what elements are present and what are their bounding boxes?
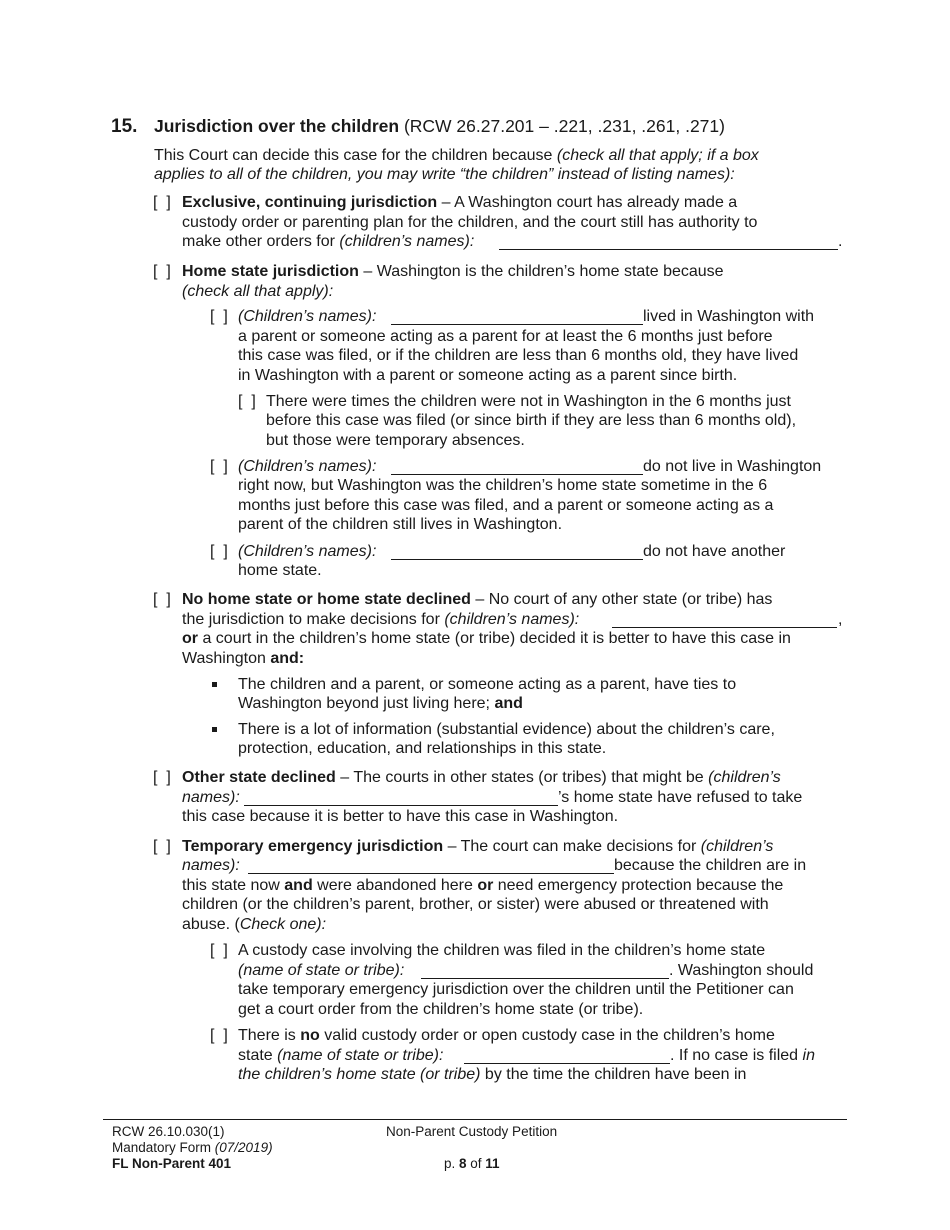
home-state-c-line-1: do not have another — [643, 543, 786, 560]
home-state-b-names-field[interactable] — [391, 474, 643, 475]
bullet-1-line-2 — [238, 694, 523, 714]
temporary-names-label-1: (children’s — [700, 838, 774, 855]
home-state-a-checkbox[interactable]: [ ] — [210, 308, 228, 325]
temporary-option-1-line-4: get a court order from the children’s home state (or tribe). — [238, 1001, 644, 1018]
temporary-names-field[interactable] — [248, 873, 614, 874]
bullet-1-marker — [212, 682, 217, 687]
temporary-option-2-line-1 — [238, 1026, 775, 1046]
no-home-state-checkbox[interactable]: [ ] — [153, 591, 171, 608]
home-state-c-checkbox[interactable]: [ ] — [210, 543, 228, 560]
other-state-title: Other state declined — [182, 769, 336, 786]
temporary-line-3 — [182, 876, 783, 896]
temporary-absence-line-3: but those were temporary absences. — [266, 432, 525, 449]
intro-italic: (check all that apply; if a box — [556, 147, 759, 164]
other-state-names-field[interactable] — [244, 805, 558, 806]
temporary-title: Temporary emergency jurisdiction — [182, 838, 444, 855]
temporary-absence-line-1: There were times the children were not in Washington in the 6 months just — [266, 393, 791, 410]
intro-line-1 — [154, 146, 759, 166]
temporary-absence-line-2: before this case was filed (or since birth if they are less than 6 months old), — [266, 412, 797, 429]
home-state-b-line-4: parent of the children still lives in Washington. — [238, 516, 563, 533]
temporary-option-2-no: no — [300, 1027, 320, 1044]
temporary-line-2: because the children are in — [614, 857, 807, 874]
home-state-a-line-3: this case was filed, or if the children are less than 6 months old, they have lived — [238, 347, 799, 364]
home-state-text: – Washington is the children’s home state because — [358, 263, 724, 280]
temporary-option-2-text-1a: There is — [238, 1027, 301, 1044]
no-home-state-or: or — [182, 630, 198, 647]
no-home-state-text: – No court of any other state (or tribe) has — [470, 591, 773, 608]
temporary-option-2-state-label: (name of state or tribe): — [277, 1047, 444, 1064]
home-state-b-line-3: months just before this case was filed, and a parent or someone acting as a — [238, 497, 774, 514]
section-heading — [154, 117, 725, 137]
footer-page-of: of — [466, 1156, 486, 1171]
intro-line-2: applies to all of the children, you may write “the children” instead of listing names): — [154, 166, 735, 183]
exclusive-line-2: custody order or parenting plan for the children, and the court still has authority to — [182, 214, 758, 231]
temporary-option-1-line-3: take temporary emergency jurisdiction over the children until the Petitioner can — [238, 981, 794, 998]
temporary-option-2-line-2a — [238, 1046, 443, 1066]
home-state-c-line-2: home state. — [238, 562, 322, 579]
home-state-c-names-field[interactable] — [391, 559, 643, 560]
bullet-1-line-1: The children and a parent, or someone acting as a parent, have ties to — [238, 676, 737, 693]
other-state-line-2: ’s home state have refused to take — [558, 789, 803, 806]
no-home-state-text-4: Washington — [182, 650, 271, 667]
no-home-state-text-3: a court in the children’s home state (or tribe) decided it is better to have this case in — [198, 630, 791, 647]
home-state-b-checkbox[interactable]: [ ] — [210, 458, 228, 475]
temporary-check-one: Check one): — [239, 916, 327, 933]
no-home-state-line-1 — [182, 590, 772, 610]
temporary-checkbox[interactable]: [ ] — [153, 838, 171, 855]
temporary-option-1-line-2: . Washington should — [669, 962, 814, 979]
temporary-option-2-text-3: by the time the children have been in — [480, 1066, 747, 1083]
temporary-line-5 — [182, 915, 326, 935]
temporary-option-2-checkbox[interactable]: [ ] — [210, 1027, 228, 1044]
temporary-option-2-home-state: the children’s home state (or tribe) — [238, 1066, 481, 1083]
temporary-option-1-state-label: (name of state or tribe): — [238, 962, 405, 979]
no-home-state-title: No home state or home state declined — [182, 591, 471, 608]
no-home-state-line-2 — [182, 610, 579, 630]
home-state-title: Home state jurisdiction — [182, 263, 359, 280]
other-state-names-label-2: names): — [182, 789, 240, 806]
exclusive-title: Exclusive, continuing jurisdiction — [182, 194, 438, 211]
footer-form-id: FL Non-Parent 401 — [112, 1156, 232, 1171]
exclusive-names-label: (children’s names): — [339, 233, 475, 250]
exclusive-line-3 — [182, 232, 474, 252]
exclusive-text-3: make other orders for — [182, 233, 340, 250]
temporary-and: and — [284, 877, 313, 894]
temporary-option-1-line-1: A custody case involving the children was filed in the children’s home state — [238, 942, 766, 959]
footer-mandatory-date: (07/2019) — [214, 1140, 273, 1155]
temporary-text-3a: this state now — [182, 877, 285, 894]
footer-page-total: 11 — [485, 1156, 500, 1171]
intro-text: This Court can decide this case for the children because — [154, 147, 557, 164]
temporary-text-3c: were abandoned here — [312, 877, 478, 894]
footer-page-number — [444, 1156, 500, 1172]
footer-rcw: RCW 26.10.030(1) — [112, 1124, 225, 1139]
no-home-state-names-field[interactable] — [612, 627, 837, 628]
temporary-option-2-state-field[interactable] — [464, 1063, 670, 1064]
footer-divider — [103, 1119, 847, 1120]
exclusive-text: – A Washington court has already made a — [437, 194, 738, 211]
exclusive-line-1 — [182, 193, 737, 213]
temporary-or: or — [477, 877, 494, 894]
home-state-a-names-label: (Children’s names): — [238, 308, 377, 325]
exclusive-names-field[interactable] — [499, 249, 838, 250]
footer-mandatory-text: Mandatory Form — [112, 1140, 215, 1155]
footer-page-current: 8 — [459, 1156, 467, 1171]
temporary-option-2-text-1c: valid custody order or open custody case in the children’s home — [319, 1027, 775, 1044]
section-rcw: (RCW 26.27.201 – .221, .231, .261, .271) — [403, 116, 725, 136]
home-state-b-names-label: (Children’s names): — [238, 458, 377, 475]
footer-page-prefix: p. — [444, 1156, 460, 1171]
temporary-text-5: abuse. ( — [182, 916, 240, 933]
home-state-b-line-2: right now, but Washington was the children’s home state sometime in the 6 — [238, 477, 768, 494]
other-state-line-1 — [182, 768, 781, 788]
home-state-a-names-field[interactable] — [391, 324, 643, 325]
no-home-state-line-3 — [182, 629, 791, 649]
footer-mandatory — [112, 1140, 273, 1156]
temporary-option-2-line-2b — [670, 1046, 815, 1066]
home-state-checkbox[interactable]: [ ] — [153, 263, 171, 280]
exclusive-period: . — [838, 233, 843, 250]
section-title: Jurisdiction over the children — [154, 116, 400, 136]
home-state-line-1 — [182, 262, 724, 282]
bullet-2-marker — [212, 727, 217, 732]
temporary-text-3e: need emergency protection because the — [493, 877, 784, 894]
temporary-option-1-state-field[interactable] — [421, 978, 669, 979]
temporary-option-2-line-3 — [238, 1065, 746, 1085]
home-state-a-line-2: a parent or someone acting as a parent for at least the 6 months just before — [238, 328, 773, 345]
temporary-line-1 — [182, 837, 773, 857]
footer-form-title: Non-Parent Custody Petition — [386, 1124, 558, 1139]
home-state-b-line-1: do not live in Washington — [643, 458, 822, 475]
no-home-state-names-label: (children’s names): — [444, 611, 580, 628]
bullet-1-text: Washington beyond just living here; — [238, 695, 495, 712]
home-state-c-names-label: (Children’s names): — [238, 543, 377, 560]
other-state-text: – The courts in other states (or tribes) that might be — [335, 769, 709, 786]
bullet-1-and: and — [494, 695, 523, 712]
exclusive-checkbox[interactable]: [ ] — [153, 194, 171, 211]
bullet-2-line-1: There is a lot of information (substantial evidence) about the children’s care, — [238, 721, 775, 738]
temporary-option-2-state-word: state — [238, 1047, 278, 1064]
temporary-option-2-in: in — [802, 1047, 815, 1064]
other-state-names-label-1: (children’s — [708, 769, 781, 786]
temporary-option-2-text-2b: . If no case is filed — [670, 1047, 803, 1064]
no-home-state-and: and: — [270, 650, 305, 667]
temporary-option-1-checkbox[interactable]: [ ] — [210, 942, 228, 959]
temporary-text: – The court can make decisions for — [443, 838, 701, 855]
section-number: 15. — [111, 116, 138, 137]
home-state-line-2: (check all that apply): — [182, 283, 334, 300]
other-state-checkbox[interactable]: [ ] — [153, 769, 171, 786]
temporary-names-label-2: names): — [182, 857, 240, 874]
home-state-a-line-1: lived in Washington with — [643, 308, 815, 325]
temporary-absence-checkbox[interactable]: [ ] — [238, 393, 256, 410]
bullet-2-line-2: protection, education, and relationships in this state. — [238, 740, 607, 757]
no-home-state-text-2: the jurisdiction to make decisions for — [182, 611, 445, 628]
other-state-line-3: this case because it is better to have this case in Washington. — [182, 808, 619, 825]
no-home-state-line-4 — [182, 649, 304, 669]
no-home-state-comma: , — [838, 611, 843, 628]
temporary-line-4: children (or the children’s parent, brother, or sister) were abused or threatened with — [182, 896, 769, 913]
home-state-a-line-4: in Washington with a parent or someone acting as a parent since birth. — [238, 367, 738, 384]
